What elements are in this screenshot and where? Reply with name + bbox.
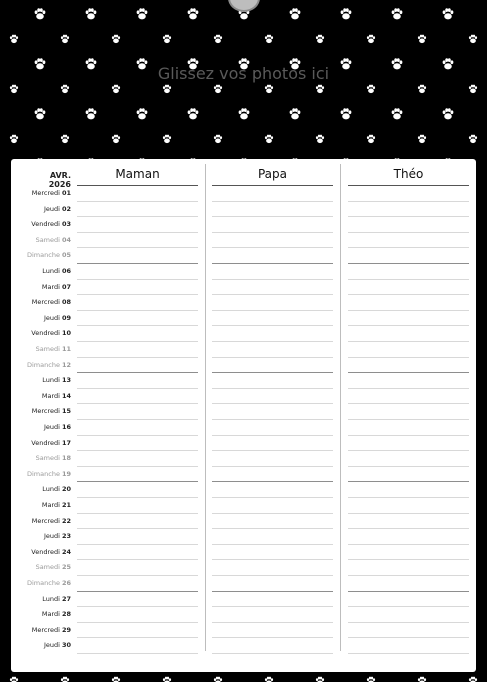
paw-print-icon	[265, 35, 273, 43]
paw-print-icon	[418, 35, 426, 43]
entry-cell[interactable]	[348, 481, 469, 482]
day-row	[11, 404, 71, 419]
paw-print-icon	[469, 35, 477, 43]
weekday-label: Jeudi	[43, 532, 60, 541]
day-number: 14	[61, 391, 71, 400]
paw-print-icon	[443, 8, 454, 19]
day-row	[11, 623, 71, 638]
paw-print-icon	[265, 85, 273, 93]
day-row	[11, 217, 71, 232]
paw-print-icon	[112, 35, 120, 43]
paw-print-icon	[316, 35, 324, 43]
paw-print-icon	[61, 85, 69, 93]
paw-print-icon	[86, 108, 97, 119]
entry-cell[interactable]	[77, 201, 198, 202]
paw-print-icon	[239, 108, 250, 119]
paw-pattern-bottom	[0, 672, 487, 682]
day-row	[11, 529, 71, 544]
paw-print-icon	[392, 108, 403, 119]
entry-cell[interactable]	[77, 606, 198, 607]
weekday-label: Samedi	[35, 345, 60, 353]
entry-cell[interactable]	[77, 435, 198, 436]
day-row	[11, 202, 71, 217]
paw-print-icon	[392, 8, 403, 19]
day-row	[11, 467, 71, 482]
day-row	[11, 326, 71, 341]
day-number: 22	[61, 516, 71, 525]
entry-cell[interactable]	[77, 403, 198, 404]
entry-cell[interactable]	[212, 450, 333, 451]
day-number: 02	[61, 204, 71, 213]
entry-cell[interactable]	[348, 606, 469, 607]
weekday-label: Mercredi	[31, 516, 60, 525]
entry-cell[interactable]	[348, 450, 469, 451]
day-row	[11, 560, 71, 575]
day-row	[11, 420, 71, 435]
paw-print-icon	[316, 135, 324, 143]
entry-cell[interactable]	[77, 263, 198, 264]
paw-print-icon	[163, 85, 171, 93]
entry-cell[interactable]	[348, 216, 469, 217]
entry-cell[interactable]	[348, 294, 469, 295]
paw-print-icon	[35, 108, 46, 119]
paw-print-icon	[214, 85, 222, 93]
entry-cell[interactable]	[212, 310, 333, 311]
paw-print-icon	[418, 85, 426, 93]
day-number: 06	[61, 267, 71, 275]
weekday-label: Jeudi	[43, 423, 60, 431]
weekday-label: Mercredi	[31, 625, 60, 634]
entry-cell[interactable]	[348, 357, 469, 358]
paw-print-icon	[341, 108, 352, 119]
day-row	[11, 248, 71, 263]
entry-cell[interactable]	[348, 653, 469, 654]
day-row	[11, 233, 71, 248]
entry-cell[interactable]	[348, 263, 469, 264]
paw-print-icon	[469, 85, 477, 93]
entry-cell[interactable]	[77, 310, 198, 311]
weekday-label: Dimanche	[27, 579, 60, 587]
paw-print-icon	[214, 135, 222, 143]
weekday-label: Mardi	[41, 610, 60, 619]
entry-cell[interactable]	[348, 575, 469, 576]
paw-print-icon	[35, 8, 46, 19]
paw-print-icon	[188, 108, 199, 119]
entry-cell[interactable]	[212, 372, 333, 373]
paw-print-icon	[316, 677, 324, 682]
entry-cell[interactable]	[77, 528, 198, 529]
paw-print-icon	[188, 8, 199, 19]
day-number: 08	[61, 298, 71, 307]
paw-print-icon	[163, 677, 171, 682]
entry-cell[interactable]	[212, 591, 333, 592]
weekday-label: Mercredi	[31, 298, 60, 307]
weekday-label: Jeudi	[43, 204, 60, 213]
paw-print-icon	[112, 677, 120, 682]
column-separator	[340, 164, 341, 651]
day-row	[11, 389, 71, 404]
entry-cell[interactable]	[348, 466, 469, 467]
paw-print-icon	[367, 35, 375, 43]
entry-cell[interactable]	[77, 622, 198, 623]
day-number: 18	[61, 454, 71, 463]
entry-cell[interactable]	[77, 341, 198, 342]
day-number: 23	[61, 532, 71, 541]
paw-print-icon	[112, 135, 120, 143]
paw-print-icon	[316, 85, 324, 93]
entry-cell[interactable]	[77, 357, 198, 358]
entry-cell[interactable]	[348, 435, 469, 436]
entry-cell[interactable]	[348, 513, 469, 514]
entry-cell[interactable]	[212, 528, 333, 529]
day-number: 28	[61, 610, 71, 619]
entry-cell[interactable]	[77, 497, 198, 498]
entry-cell[interactable]	[212, 419, 333, 420]
entry-cell[interactable]	[77, 450, 198, 451]
day-number: 20	[61, 485, 71, 494]
entry-cell[interactable]	[212, 357, 333, 358]
entry-cell[interactable]	[212, 341, 333, 342]
weekday-label: Vendredi	[31, 547, 60, 556]
entry-cell[interactable]	[348, 310, 469, 311]
entry-cell[interactable]	[212, 513, 333, 514]
entry-cell[interactable]	[348, 279, 469, 280]
photo-placeholder-text: Glissez vos photos ici	[157, 64, 330, 83]
weekday-label: Lundi	[42, 376, 60, 385]
day-number: 05	[61, 251, 71, 260]
entry-cell[interactable]	[212, 606, 333, 607]
day-number: 24	[61, 547, 71, 556]
entry-cell[interactable]	[348, 201, 469, 202]
day-row	[11, 311, 71, 326]
entry-cell[interactable]	[348, 247, 469, 248]
entry-cell[interactable]	[212, 388, 333, 389]
entry-cell[interactable]	[348, 559, 469, 560]
weekday-label: Mardi	[41, 391, 60, 400]
entry-cell[interactable]	[348, 622, 469, 623]
entry-cell[interactable]	[212, 544, 333, 545]
paw-print-icon	[137, 108, 148, 119]
day-row	[11, 451, 71, 466]
paw-print-icon	[163, 35, 171, 43]
weekday-label: Lundi	[42, 485, 60, 494]
paw-print-icon	[10, 677, 18, 682]
entry-cell[interactable]	[77, 637, 198, 638]
entry-cell[interactable]	[212, 435, 333, 436]
entry-cell[interactable]	[212, 575, 333, 576]
column-title: Papa	[257, 167, 288, 181]
day-number: 13	[61, 376, 71, 385]
day-row	[11, 545, 71, 560]
entry-cell[interactable]	[77, 388, 198, 389]
entry-cell[interactable]	[348, 388, 469, 389]
weekday-label: Mardi	[41, 501, 60, 509]
paw-print-icon	[367, 135, 375, 143]
day-number: 10	[61, 329, 71, 338]
day-number: 15	[61, 407, 71, 416]
column-title-underline	[212, 185, 333, 186]
day-number: 12	[61, 360, 71, 369]
day-number: 21	[61, 501, 71, 509]
entry-cell[interactable]	[212, 637, 333, 638]
entry-cell[interactable]	[348, 372, 469, 373]
entry-cell[interactable]	[77, 216, 198, 217]
paw-print-icon	[265, 135, 273, 143]
entry-cell[interactable]	[348, 497, 469, 498]
entry-cell[interactable]	[212, 294, 333, 295]
day-number: 26	[61, 579, 71, 587]
entry-cell[interactable]	[212, 497, 333, 498]
day-number: 16	[61, 423, 71, 431]
day-number: 17	[61, 438, 71, 447]
entry-cell[interactable]	[348, 232, 469, 233]
entry-cell[interactable]	[212, 232, 333, 233]
entry-cell[interactable]	[77, 325, 198, 326]
entry-cell[interactable]	[348, 403, 469, 404]
entry-cell[interactable]	[77, 294, 198, 295]
entry-cell[interactable]	[212, 481, 333, 482]
day-row	[11, 373, 71, 388]
entry-cell[interactable]	[212, 466, 333, 467]
weekday-label: Vendredi	[31, 220, 60, 229]
day-row	[11, 280, 71, 295]
weekday-label: Samedi	[35, 235, 60, 244]
day-row	[11, 436, 71, 451]
day-row	[11, 576, 71, 591]
paw-print-icon	[341, 8, 352, 19]
entry-cell[interactable]	[77, 247, 198, 248]
column-title: Théo	[393, 167, 424, 181]
calendar-card	[11, 159, 476, 672]
paw-print-icon	[367, 85, 375, 93]
day-row	[11, 482, 71, 497]
entry-cell[interactable]	[348, 325, 469, 326]
weekday-label: Vendredi	[31, 438, 60, 447]
weekday-label: Mercredi	[31, 407, 60, 416]
paw-print-icon	[418, 135, 426, 143]
entry-cell[interactable]	[348, 341, 469, 342]
day-number: 04	[61, 235, 71, 244]
column-title-underline	[77, 185, 198, 186]
paw-print-icon	[443, 108, 454, 119]
entry-cell[interactable]	[212, 247, 333, 248]
day-number: 30	[61, 641, 71, 650]
day-row	[11, 498, 71, 513]
day-number: 19	[61, 469, 71, 478]
paw-print-icon	[214, 35, 222, 43]
paw-print-icon	[61, 35, 69, 43]
day-number: 09	[61, 313, 71, 322]
paw-print-icon	[163, 135, 171, 143]
entry-cell[interactable]	[212, 216, 333, 217]
entry-cell[interactable]	[77, 653, 198, 654]
entry-cell[interactable]	[77, 372, 198, 373]
entry-cell[interactable]	[77, 419, 198, 420]
entry-cell[interactable]	[348, 591, 469, 592]
entry-cell[interactable]	[77, 591, 198, 592]
weekday-label: Mercredi	[31, 189, 60, 197]
weekday-label: Lundi	[42, 594, 60, 603]
paw-print-icon	[86, 8, 97, 19]
paw-print-icon	[290, 108, 301, 119]
entry-cell[interactable]	[212, 559, 333, 560]
weekday-label: Dimanche	[27, 360, 60, 369]
weekday-label: Mardi	[41, 282, 60, 291]
paw-print-icon	[10, 135, 18, 143]
paw-print-icon	[61, 677, 69, 682]
entry-cell[interactable]	[212, 622, 333, 623]
weekday-label: Dimanche	[27, 469, 60, 478]
weekday-label: Samedi	[35, 454, 60, 463]
paw-print-icon	[214, 677, 222, 682]
paw-print-icon	[137, 8, 148, 19]
entry-cell[interactable]	[212, 325, 333, 326]
entry-cell[interactable]	[212, 201, 333, 202]
entry-cell[interactable]	[77, 575, 198, 576]
entry-cell[interactable]	[77, 544, 198, 545]
entry-cell[interactable]	[212, 403, 333, 404]
paw-print-icon	[418, 677, 426, 682]
weekday-label: Jeudi	[43, 641, 60, 650]
paw-print-icon	[112, 85, 120, 93]
weekday-label: Vendredi	[31, 329, 60, 338]
paw-print-icon	[10, 85, 18, 93]
column-title: Maman	[115, 167, 160, 181]
day-number: 07	[61, 282, 71, 291]
entry-cell[interactable]	[348, 528, 469, 529]
day-number: 11	[61, 345, 71, 353]
entry-cell[interactable]	[348, 419, 469, 420]
day-row	[11, 186, 71, 201]
entry-cell[interactable]	[212, 279, 333, 280]
day-row	[11, 514, 71, 529]
month-label: AVR. 2026	[48, 171, 71, 189]
paw-print-icon	[61, 135, 69, 143]
paw-print-icon	[469, 677, 477, 682]
weekday-label: Samedi	[35, 563, 60, 572]
day-number: 01	[61, 189, 71, 197]
photo-drop-area[interactable]	[0, 0, 487, 160]
entry-cell[interactable]	[77, 466, 198, 467]
weekday-label: Dimanche	[27, 251, 60, 260]
column-title-underline	[348, 185, 469, 186]
day-number: 03	[61, 220, 71, 229]
paw-print-icon	[469, 135, 477, 143]
entry-cell[interactable]	[348, 544, 469, 545]
entry-cell[interactable]	[77, 232, 198, 233]
day-row	[11, 592, 71, 607]
day-row	[11, 638, 71, 653]
entry-cell[interactable]	[77, 513, 198, 514]
day-row	[11, 295, 71, 310]
weekday-label: Lundi	[42, 267, 60, 275]
paw-print-icon	[290, 8, 301, 19]
entry-cell[interactable]	[212, 263, 333, 264]
entry-cell[interactable]	[348, 637, 469, 638]
paw-print-icon	[367, 677, 375, 682]
day-number: 29	[61, 625, 71, 634]
paw-print-icon	[10, 35, 18, 43]
entry-cell[interactable]	[77, 279, 198, 280]
day-row	[11, 264, 71, 279]
day-number: 27	[61, 594, 71, 603]
day-row	[11, 607, 71, 622]
day-row	[11, 342, 71, 357]
entry-cell[interactable]	[77, 559, 198, 560]
entry-cell[interactable]	[212, 653, 333, 654]
entry-cell[interactable]	[77, 481, 198, 482]
day-number: 25	[61, 563, 71, 572]
weekday-label: Jeudi	[43, 313, 60, 322]
column-separator	[205, 164, 206, 651]
day-row	[11, 358, 71, 373]
paw-print-icon	[265, 677, 273, 682]
